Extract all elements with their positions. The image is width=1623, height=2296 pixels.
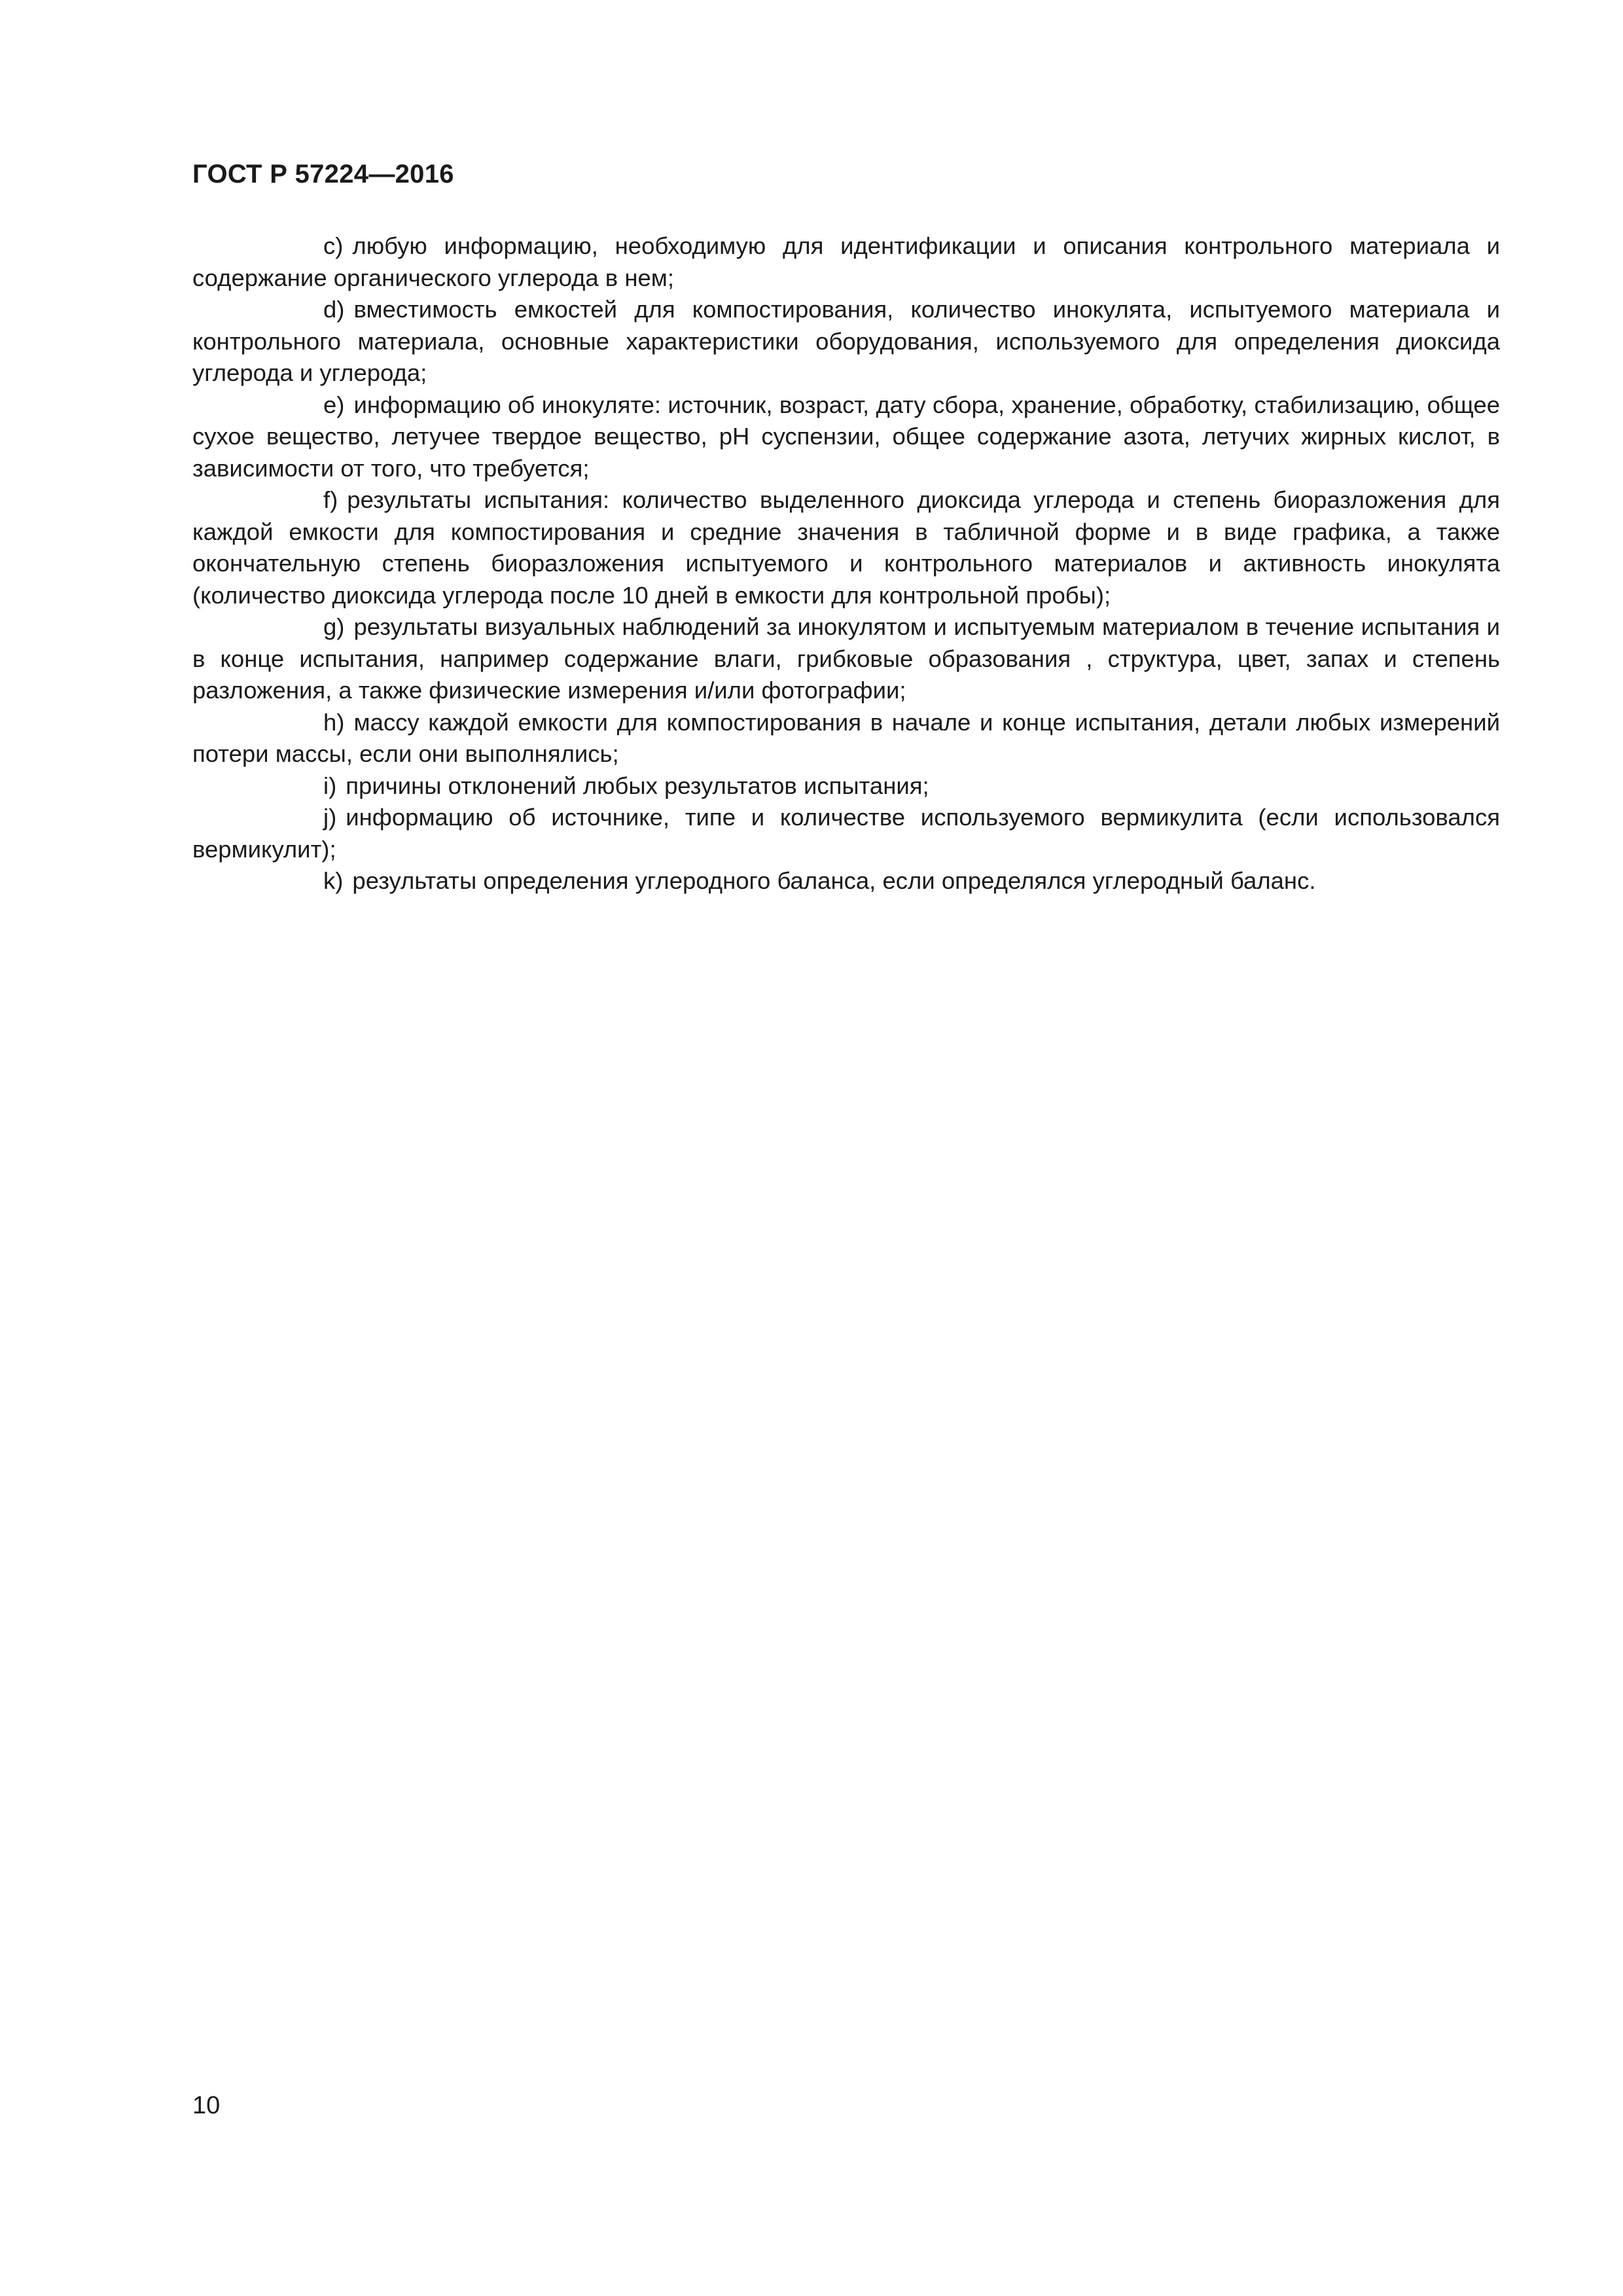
report-requirements-list xyxy=(192,230,1500,897)
list-item xyxy=(192,802,1500,865)
list-item-text: массу каждой емкости для компостирования в начале и конце испытания, детали любых измерений потери массы, если они выполнялись; xyxy=(192,708,1500,767)
list-item-text: вместимость емкостей для компостирования, количество инокулята, испытуемого материала и контрольного материала, основные характеристики оборудования, используемого для определения диоксида углерода и углерода; xyxy=(192,296,1500,386)
page-number: 10 xyxy=(192,2092,221,2119)
list-item-marker: i) xyxy=(323,772,337,799)
list-item xyxy=(192,865,1500,897)
list-item-text: информацию об источнике, типе и количестве используемого вермикулита (если использовался вермикулит); xyxy=(192,804,1500,863)
list-item-marker: c) xyxy=(323,232,344,259)
list-item-text: результаты испытания: количество выделенного диоксида углерода и степень биоразложения для каждой емкости для компостирования и средние значения в табличной форме и в виде графика, а также окончательную степень биоразложения испытуемого и контрольного материалов и активность инокулята (количество диоксида углерода после 10 дней в емкости для контрольной пробы); xyxy=(192,486,1500,609)
list-item-marker: d) xyxy=(323,296,345,323)
list-item xyxy=(192,707,1500,770)
list-item-text: любую информацию, необходимую для идентификации и описания контрольного материала и содержание органического углерода в нем; xyxy=(192,232,1500,291)
list-item-text: информацию об инокуляте: источник, возраст, дату сбора, хранение, обработку, стабилизацию, общее сухое вещество, летучее твердое вещество, pH суспензии, общее содержание азота, летучих жирных кислот, в зависимости от того, что требуется; xyxy=(192,391,1500,482)
list-item xyxy=(192,770,1500,802)
list-item-text: результаты визуальных наблюдений за инокулятом и испытуемым материалом в течение испытания и в конце испытания, например содержание влаги, грибковые образования , структура, цвет, запах и степень разложения, а также физические измерения и/или фотографии; xyxy=(192,613,1500,704)
list-item xyxy=(192,294,1500,389)
list-item xyxy=(192,230,1500,294)
document-code-header: ГОСТ Р 57224—2016 xyxy=(192,160,454,188)
list-item-marker: k) xyxy=(323,867,344,894)
list-item-marker: g) xyxy=(323,613,345,640)
list-item-marker: e) xyxy=(323,391,345,418)
list-item xyxy=(192,484,1500,611)
list-item-marker: h) xyxy=(323,708,345,736)
list-item-text: результаты определения углеродного баланса, если определялся углеродный баланс. xyxy=(352,867,1316,894)
list-item-marker: f) xyxy=(323,486,338,513)
list-item xyxy=(192,389,1500,485)
list-item-text: причины отклонений любых результатов испытания; xyxy=(346,772,929,799)
list-item xyxy=(192,611,1500,707)
list-item-marker: j) xyxy=(323,804,337,831)
